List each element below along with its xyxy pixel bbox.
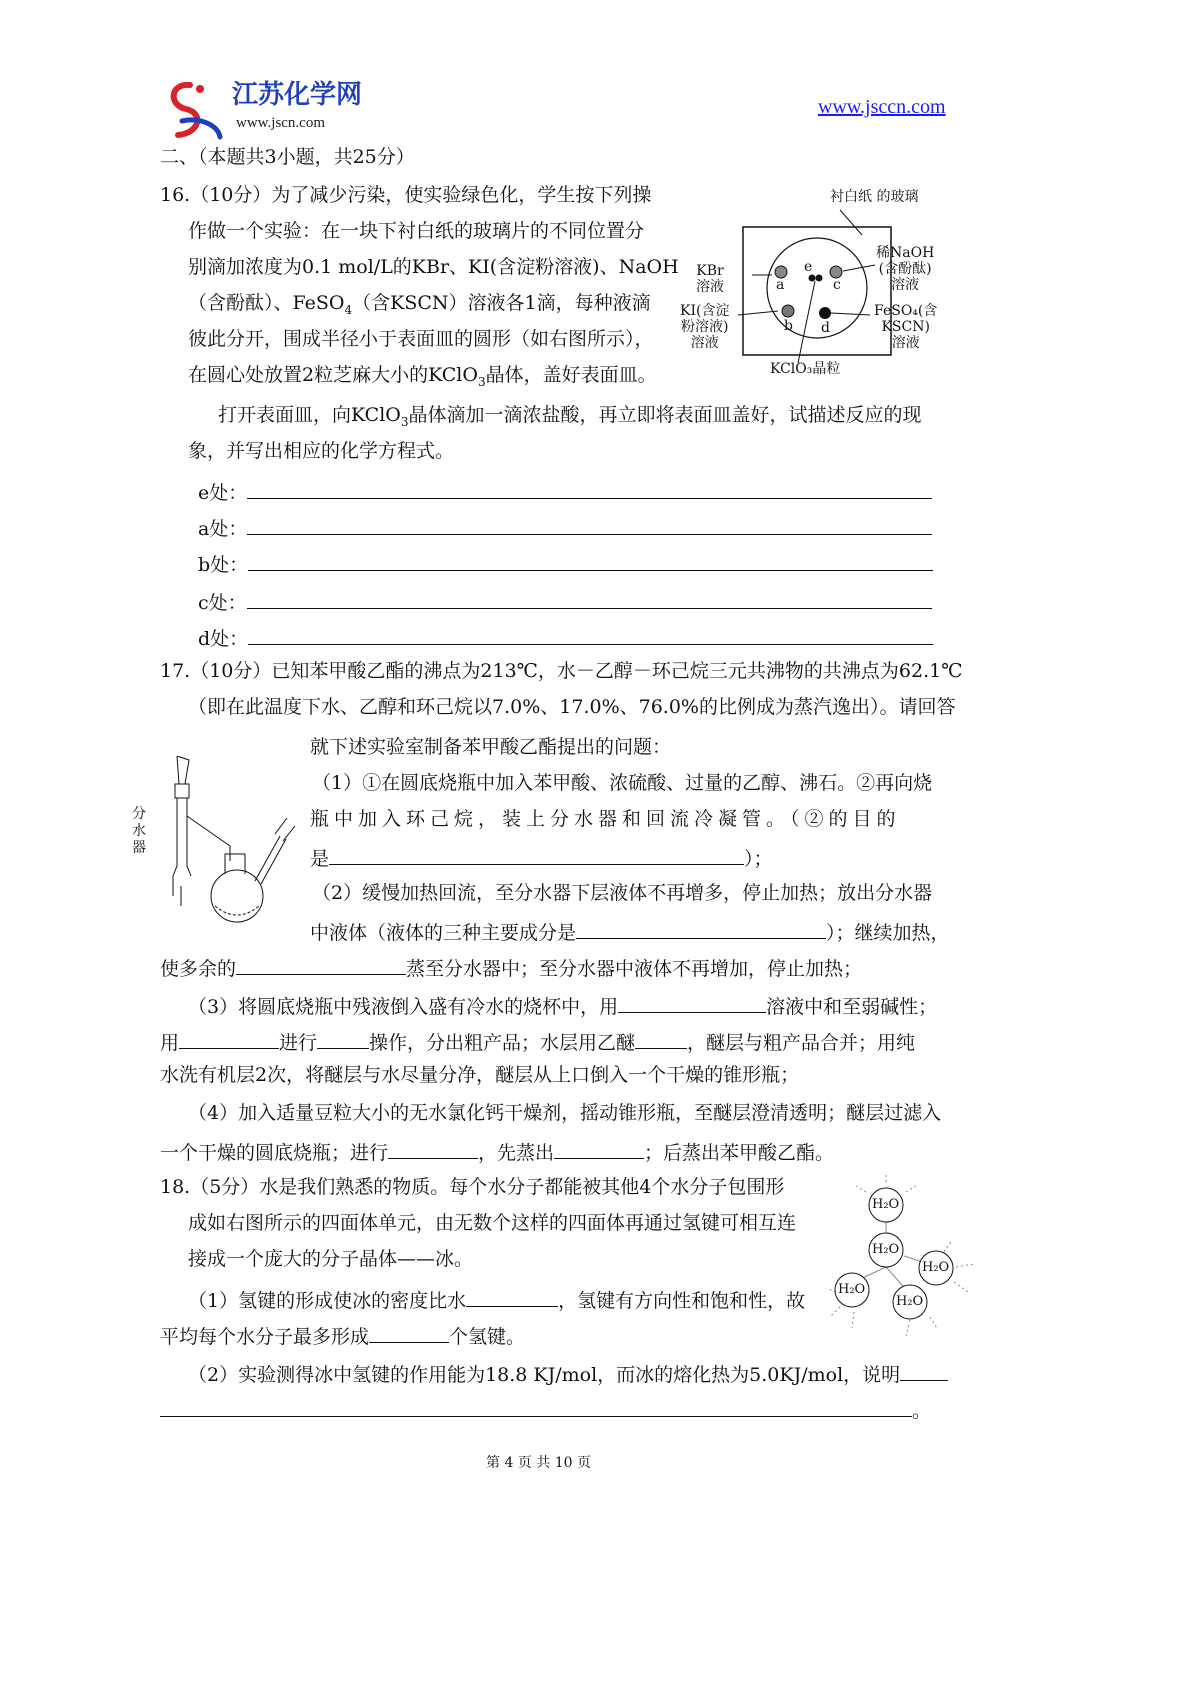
q18-line-7 (160, 1398, 931, 1421)
q17-line-6b: ）； (744, 848, 773, 870)
q16-line-4b: （含KSCN）溶液各1滴，每种液滴 (352, 292, 651, 314)
q16-line-6: 在圆心处放置2粒芝麻大小的KClO$_3$晶体，盖好表面皿。 (188, 364, 657, 389)
answer-row (198, 590, 932, 613)
answer-row (198, 626, 933, 649)
q18-line-6a: （2）实验测得冰中氢键的作用能为18.8 KJ/mol，而冰的熔化热为5.0KJ/mol，说明 (188, 1364, 901, 1386)
q17-line-8b: ）；继续加热， (826, 922, 950, 944)
molecule-label: H₂O (872, 1197, 900, 1212)
q16-line-7b: 晶体滴加一滴浓盐酸，再立即将表面皿盖好，试描述反应的现 (408, 404, 922, 426)
answer-blank[interactable] (248, 552, 933, 571)
answer-blank[interactable] (618, 994, 766, 1013)
answer-row (198, 552, 933, 575)
molecule-label: H₂O (896, 1294, 924, 1309)
q17-line-4: （1）①在圆底烧瓶中加入苯甲酸、浓硫酸、过量的乙醇、沸石。②再向烧 (312, 772, 933, 794)
answer-blank[interactable] (247, 480, 932, 499)
q18-line-1: 18.（5分）水是我们熟悉的物质。每个水分子都能被其他4个水分子包围形 (160, 1176, 785, 1198)
q18-line-7-end: 。 (912, 1400, 932, 1422)
q17-line-9a: 使多余的 (160, 958, 237, 980)
answer-label: d处： (198, 628, 249, 650)
q17-line-11a: 用 (160, 1032, 180, 1054)
q16-line-7a: 打开表面皿，向KClO (218, 404, 401, 426)
answer-blank[interactable] (179, 1030, 279, 1049)
answer-blank[interactable] (160, 1398, 912, 1417)
q17-line-1: 17.（10分）已知苯甲酸乙酯的沸点为213℃，水－乙醇－环己烷三元共沸物的共沸点为62.1℃ (160, 660, 963, 682)
q17-line-12: 水洗有机层2次，将醚层与水尽量分净，醚层从上口倒入一个干燥的锥形瓶； (160, 1064, 800, 1086)
kclo3-label: KClO₃晶粒 (770, 361, 841, 377)
q17-line-8a: 中液体（液体的三种主要成分是 (310, 922, 577, 944)
feso4-label: FeSO₄(含 KSCN) 溶液 (874, 303, 938, 352)
answer-row (198, 516, 932, 539)
q17-line-10b: 溶液中和至弱碱性； (766, 996, 938, 1018)
q17-line-10a: （3）将圆底烧瓶中残液倒入盛有冷水的烧杯中，用 (188, 996, 619, 1018)
ki-label: KI(含淀 粉溶液) 溶液 (680, 303, 730, 352)
molecule-label: H₂O (872, 1242, 900, 1257)
answer-label: e处： (198, 482, 248, 504)
q18-line-3: 接成一个庞大的分子晶体——冰。 (188, 1248, 474, 1270)
q18-line-5b: 个氢键。 (449, 1326, 526, 1348)
q16-line-2: 作做一个实验：在一块下衬白纸的玻璃片的不同位置分 (188, 220, 645, 242)
water-tetrahedron-diagram (826, 1172, 976, 1352)
answer-blank[interactable] (369, 1324, 449, 1343)
q17-line-9b: 蒸至分水器中；至分水器中液体不再增加，停止加热； (406, 958, 863, 980)
section-title: 二、（本题共3小题，共25分） (160, 146, 415, 168)
q18-line-2: 成如右图所示的四面体单元，由无数个这样的四面体再通过氢键可相互连 (188, 1212, 797, 1234)
spot-a: a (776, 277, 785, 293)
q16-line-4a: （含酚酞）、FeSO (188, 292, 345, 314)
naoh-label: 稀NaOH (含酚酞) 溶液 (876, 245, 935, 294)
answer-blank[interactable] (247, 516, 932, 535)
q18-line-4 (188, 1288, 805, 1311)
answer-blank[interactable] (466, 1288, 558, 1307)
q17-line-3: 就下述实验室制备苯甲酸乙酯提出的问题： (310, 736, 672, 758)
spot-d: d (821, 320, 830, 336)
answer-blank[interactable] (388, 1140, 478, 1159)
q17-line-9 (160, 956, 862, 979)
answer-blank[interactable] (900, 1362, 948, 1381)
q18-line-6 (188, 1362, 948, 1385)
spot-b: b (784, 318, 793, 334)
q18-line-4a: （1）氢键的形成使冰的密度比水 (188, 1290, 467, 1312)
page-number: 第 4 页 共 10 页 (486, 1455, 591, 1471)
answer-blank[interactable] (554, 1140, 644, 1159)
q17-line-11d: ，醚层与粗产品合并；用纯 (687, 1032, 916, 1054)
q16-line-6a: 在圆心处放置2粒芝麻大小的KClO (188, 364, 478, 386)
q17-line-13: （4）加入适量豆粒大小的无水氯化钙干燥剂，摇动锥形瓶，至醚层澄清透明；醚层过滤入 (188, 1102, 942, 1124)
water-separator-label: 分 水 器 (132, 806, 146, 856)
q16-line-8: 象，并写出相应的化学方程式。 (188, 440, 455, 462)
answer-blank[interactable] (329, 846, 744, 865)
logo-url: www.jscn.com (236, 115, 326, 131)
q17-line-6 (310, 846, 773, 869)
answer-label: a处： (198, 518, 248, 540)
q18-line-5a: 平均每个水分子最多形成 (160, 1326, 370, 1348)
site-logo-icon (160, 75, 230, 145)
kbr-label: KBr 溶液 (696, 263, 724, 296)
q16-line-6b: 晶体，盖好表面皿。 (485, 364, 657, 386)
q16-line-3: 别滴加浓度为0.1 mol/L的KBr、KI(含淀粉溶液)、NaOH (188, 256, 679, 278)
answer-blank[interactable] (248, 626, 933, 645)
q17-line-2: （即在此温度下水、乙醇和环己烷以7.0%、17.0%、76.0%的比例成为蒸汽逸出）。请回答 (188, 696, 956, 718)
q17-line-14a: 一个干燥的圆底烧瓶；进行 (160, 1142, 389, 1164)
q17-line-7: （2）缓慢加热回流，至分水器下层液体不再增多，停止加热；放出分水器 (312, 882, 933, 904)
answer-blank[interactable] (247, 590, 932, 609)
q17-line-14b: ，先蒸出 (478, 1142, 555, 1164)
molecule-label: H₂O (838, 1282, 866, 1297)
apparatus-diagram (155, 756, 305, 926)
q17-line-11 (160, 1030, 915, 1053)
q16-line-5: 彼此分开，围成半径小于表面皿的圆形（如右图所示）， (188, 328, 654, 350)
answer-row (198, 480, 932, 503)
answer-blank[interactable] (635, 1030, 687, 1049)
answer-label: c处： (198, 592, 247, 614)
q16-line-1: 16.（10分）为了减少污染，使实验绿色化，学生按下列操 (160, 184, 652, 206)
site-link[interactable]: www.jsccn.com (818, 96, 946, 118)
q18-line-4b: ，氢键有方向性和饱和性，故 (558, 1290, 806, 1312)
answer-blank[interactable] (576, 920, 826, 939)
q17-line-10 (188, 994, 937, 1017)
glass-label: 衬白纸 的玻璃 (830, 189, 919, 205)
q17-line-11b: 进行 (279, 1032, 318, 1054)
q17-line-6a: 是 (310, 848, 330, 870)
q17-line-14c: ；后蒸出苯甲酸乙酯。 (644, 1142, 835, 1164)
answer-label: b处： (198, 554, 249, 576)
molecule-label: H₂O (922, 1260, 950, 1275)
logo-text: 江苏化学网 (232, 80, 363, 110)
q17-line-11c: 操作，分出粗产品；水层用乙醚 (369, 1032, 636, 1054)
q18-line-5 (160, 1324, 525, 1347)
answer-blank[interactable] (317, 1030, 369, 1049)
q16-line-7: 打开表面皿，向KClO$_3$晶体滴加一滴浓盐酸，再立即将表面皿盖好，试描述反应的现 (218, 404, 922, 429)
q17-line-8 (310, 920, 950, 943)
answer-blank[interactable] (236, 956, 406, 975)
q17-line-14 (160, 1140, 834, 1163)
q16-figure (680, 185, 960, 385)
q16-line-4: （含酚酞）、FeSO$_4$（含KSCN）溶液各1滴，每种液滴 (188, 292, 651, 317)
spot-e: e (804, 259, 813, 275)
q17-line-5: 瓶中加入环己烷，装上分水器和回流冷凝管。（②的目的 (310, 808, 901, 830)
spot-c: c (833, 277, 841, 293)
